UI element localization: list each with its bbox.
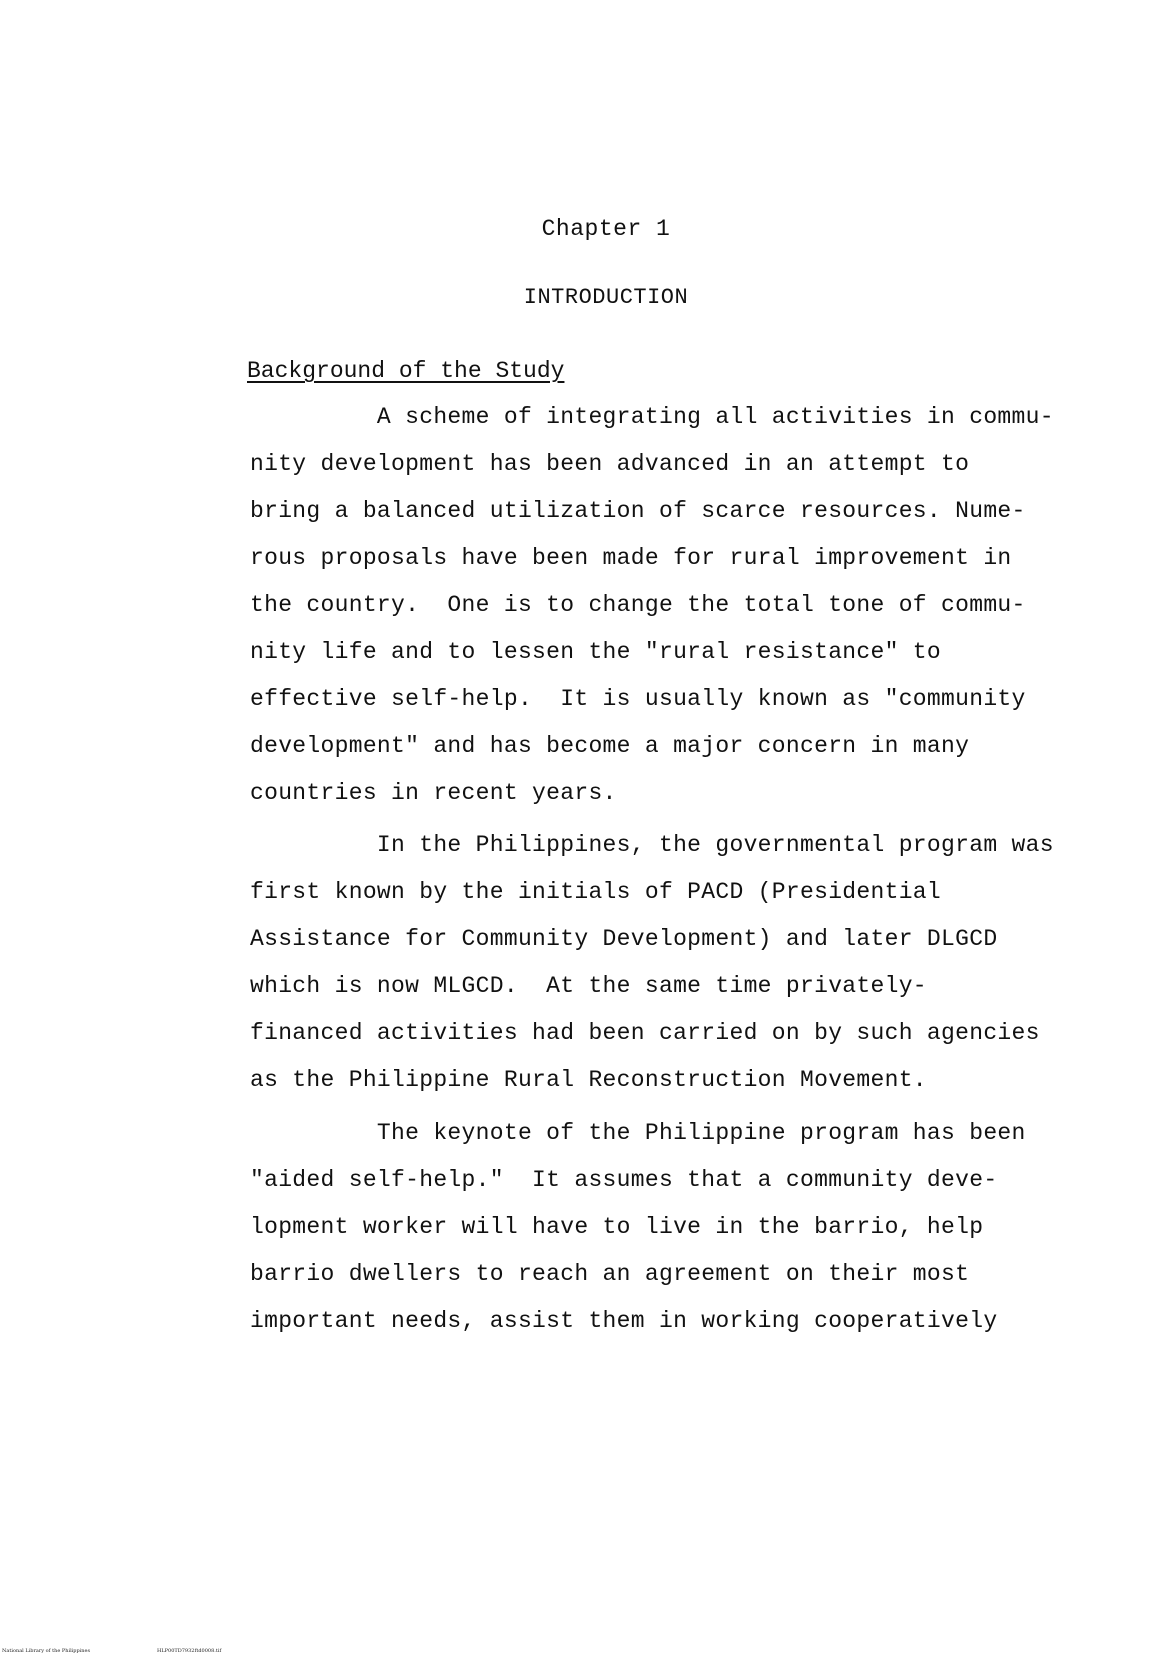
text-line: lopment worker will have to live in the barrio, help (250, 1214, 984, 1240)
text-line: which is now MLGCD. At the same time privately- (250, 973, 927, 999)
text-line: "aided self-help." It assumes that a community deve- (250, 1167, 998, 1193)
text-line: barrio dwellers to reach an agreement on their most (250, 1261, 970, 1287)
text-line: A scheme of integrating all activities in commu- (250, 404, 1054, 430)
paragraph-1 (250, 394, 1054, 817)
text-line: as the Philippine Rural Reconstruction Movement. (250, 1067, 927, 1093)
text-line: nity development has been advanced in an attempt to (250, 451, 970, 477)
text-line: In the Philippines, the governmental program was (250, 832, 1054, 858)
file-id-footer: HLP00TD7932ftd0008.tif (157, 1648, 222, 1654)
text-line: nity life and to lessen the "rural resistance" to (250, 639, 942, 665)
chapter-number: Chapter 1 (541, 216, 671, 242)
text-line: countries in recent years. (250, 780, 617, 806)
library-footer: National Library of the Philippines (2, 1648, 91, 1654)
chapter-title: INTRODUCTION (523, 285, 689, 310)
paragraph-3 (250, 1110, 1040, 1345)
paragraph-2 (250, 822, 1054, 1104)
text-line: the country. One is to change the total tone of commu- (250, 592, 1026, 618)
text-line: bring a balanced utilization of scarce resources. Nume- (250, 498, 1026, 524)
text-line: The keynote of the Philippine program has been (250, 1120, 1026, 1146)
text-line: rous proposals have been made for rural improvement in (250, 545, 1012, 571)
text-line: Assistance for Community Development) and later DLGCD (250, 926, 998, 952)
text-line: financed activities had been carried on by such agencies (250, 1020, 1040, 1046)
section-heading: Background of the Study (247, 358, 565, 384)
text-line: development" and has become a major concern in many (250, 733, 970, 759)
text-line: effective self-help. It is usually known as "community (250, 686, 1026, 712)
text-line: first known by the initials of PACD (Presidential (250, 879, 942, 905)
text-line: important needs, assist them in working cooperatively (250, 1308, 998, 1334)
